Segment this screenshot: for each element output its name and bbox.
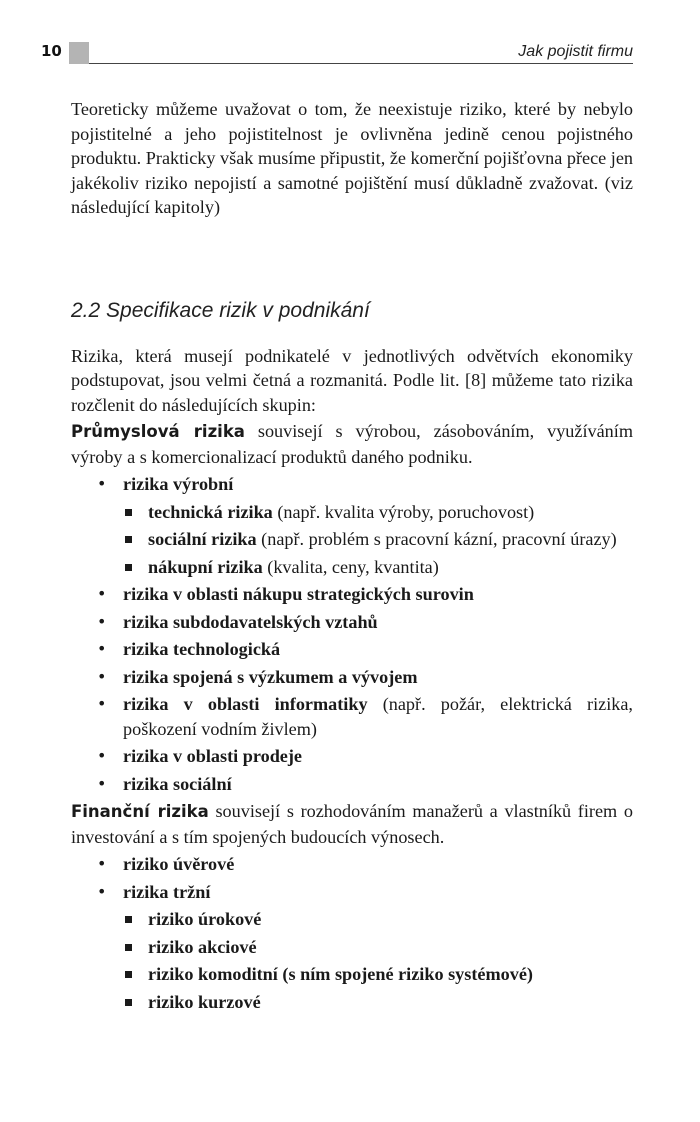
list-item-label: rizika v oblasti nákupu strategických surovin	[123, 584, 474, 604]
sublist-item	[123, 555, 633, 580]
list-item-label: rizika v oblasti informatiky	[123, 694, 368, 714]
industrial-risks-description: souvisejí s výrobou, zásobováním, využíváním výroby a s komercionalizací produktů daného podniku.	[71, 421, 633, 467]
list-item	[71, 880, 633, 1015]
list-item	[71, 692, 633, 741]
sublist-item-label: riziko úrokové	[148, 909, 262, 929]
list-item	[71, 744, 633, 769]
list-item-label: rizika spojená s výzkumem a vývojem	[123, 666, 418, 687]
page-header	[41, 38, 633, 68]
sublist-item-label: riziko akciové	[148, 936, 257, 957]
sublist-item	[123, 935, 633, 960]
sublist-item	[123, 907, 633, 932]
list-item-label: rizika sociální	[123, 773, 232, 794]
sublist-item-note: (např. kvalita výroby, poruchovost)	[272, 501, 535, 522]
running-title: Jak pojistit firmu	[518, 43, 633, 60]
section-heading: 2.2 Specifikace rizik v podnikání	[71, 298, 370, 322]
list-item-label: rizika výrobní	[123, 474, 234, 494]
sublist-item-label: sociální rizika	[148, 529, 257, 549]
sublist-item	[123, 962, 633, 987]
financial-risks-description: souvisejí s rozhodováním manažerů a vlastníků firem o investování a s tím spojených budoucích výnosech.	[71, 801, 633, 847]
header-gray-block	[69, 42, 89, 64]
market-risks-sublist	[123, 907, 633, 1014]
sublist-item-label: riziko komoditní (s ním spojené riziko systémové)	[148, 964, 533, 984]
list-item	[71, 610, 633, 635]
list-item-label: riziko úvěrové	[123, 854, 235, 874]
section-lead-paragraph: Rizika, která musejí podnikatelé v jednotlivých odvětvích ekonomiky podstupovat, jsou velmi četná a rozmanitá. Podle lit. [8] můžeme tato rizika rozčlenit do následujících skupin:	[71, 345, 633, 415]
sublist-item-note: (kvalita, ceny, kvantita)	[262, 556, 439, 577]
page-content	[71, 97, 633, 1017]
sublist-item-label: riziko kurzové	[148, 991, 261, 1012]
production-risks-sublist	[123, 500, 633, 580]
list-item-label: rizika v oblasti prodeje	[123, 746, 303, 766]
sublist-item-note: (např. problém s pracovní kázní, pracovní úrazy)	[256, 529, 617, 549]
sublist-item-label: technická rizika	[148, 501, 273, 522]
industrial-risks-list	[71, 472, 633, 796]
sublist-item	[123, 527, 633, 552]
list-item-note: (např. požár, elektrická rizika, poškození vodním živlem)	[123, 694, 633, 739]
financial-risks-term: Finanční rizika	[71, 802, 209, 821]
intro-paragraph: Teoreticky můžeme uvažovat o tom, že neexistuje riziko, které by nebylo pojistitelné a jeho pojistitelnost je ovlivněna jedině cenou pojistného produktu. Prakticky však musíme připustit, že komerční pojišťovna přece jen jakékoliv riziko nepojistí a samotné pojištění musí důkladně zvažovat. (viz následující kapitoly)	[71, 99, 633, 217]
list-item	[71, 665, 633, 690]
list-item	[71, 852, 633, 877]
page-number: 10	[41, 42, 62, 60]
sublist-item	[123, 990, 633, 1015]
list-item-label: rizika tržní	[123, 881, 211, 902]
list-item	[71, 772, 633, 797]
list-item	[71, 472, 633, 579]
industrial-risks-term: Průmyslová rizika	[71, 422, 245, 441]
financial-risks-paragraph	[71, 799, 633, 849]
sublist-item	[123, 500, 633, 525]
list-item	[71, 582, 633, 607]
financial-risks-list	[71, 852, 633, 1014]
list-item-label: rizika subdodavatelských vztahů	[123, 611, 378, 632]
list-item-label: rizika technologická	[123, 639, 281, 659]
list-item	[71, 637, 633, 662]
industrial-risks-paragraph	[71, 419, 633, 469]
header-rule	[89, 63, 633, 64]
sublist-item-label: nákupní rizika	[148, 556, 263, 577]
